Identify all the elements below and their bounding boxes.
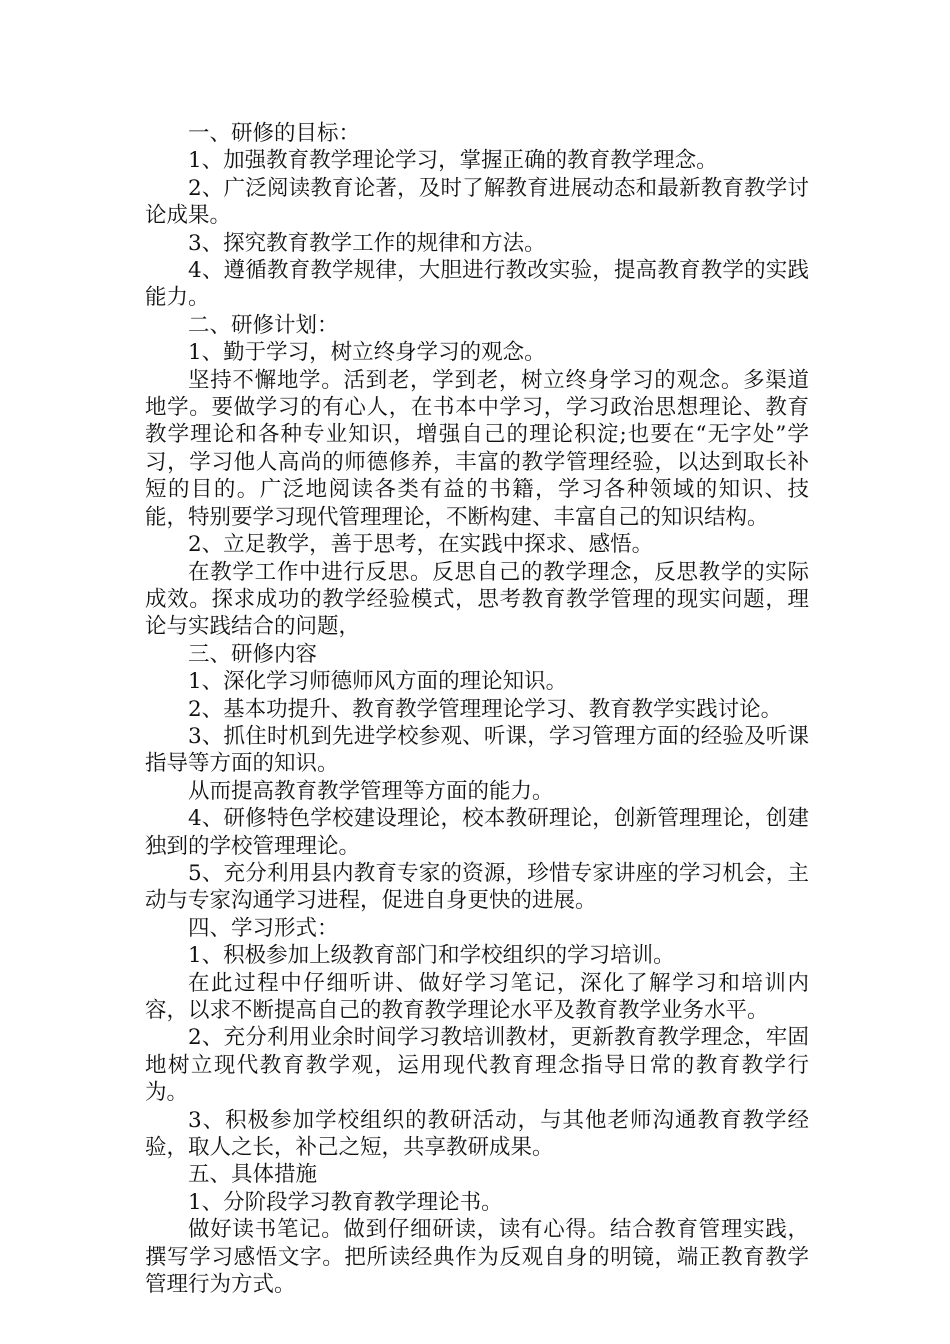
paragraph: 坚持不懈地学。活到老，学到老，树立终身学习的观念。多渠道地学。要做学习的有心人，在书本中学习，学习政治思想理论、教育教学理论和各种专业知识，增强自己的理论积淀;也要在“无字处”学习，学习他人高尚的师德修养，丰富的教学管理经验，以达到取长补短的目的。广泛地阅读各类有益的书籍，学习各种领域的知识、技能，特别要学习现代管理理论，不断构建、丰富自己的知识结构。 (145, 367, 809, 530)
paragraph: 3、探究教育教学工作的规律和方法。 (188, 230, 546, 256)
paragraph: 2、广泛阅读教育论著，及时了解教育进展动态和最新教育教学讨论成果。 (145, 175, 809, 229)
paragraph: 1、分阶段学习教育教学理论书。 (188, 1189, 503, 1215)
paragraph: 从而提高教育教学管理等方面的能力。 (188, 778, 554, 804)
paragraph: 3、积极参加学校组织的教研活动，与其他老师沟通教育教学经验，取人之长，补己之短，共享教研成果。 (145, 1107, 809, 1161)
paragraph: 1、加强教育教学理论学习，掌握正确的教育教学理念。 (188, 148, 718, 174)
paragraph: 做好读书笔记。做到仔细研读，读有心得。结合教育管理实践，撰写学习感悟文字。把所读经典作为反观自身的明镜，端正教育教学管理行为方式。 (145, 1217, 809, 1298)
paragraph: 2、立足教学，善于思考，在实践中探求、感悟。 (188, 532, 654, 558)
paragraph: 1、深化学习师德师风方面的理论知识。 (188, 669, 568, 695)
section-heading-forms: 四、学习形式： (188, 915, 339, 941)
paragraph: 在教学工作中进行反思。反思自己的教学理念，反思教学的实际成效。探求成功的教学经验模式，思考教育教学管理的现实问题，理论与实践结合的问题， (145, 559, 809, 640)
paragraph: 4、遵循教育教学规律，大胆进行教改实验，提高教育教学的实践能力。 (145, 258, 809, 311)
section-heading-plan: 二、研修计划： (188, 312, 339, 338)
section-heading-measures: 五、具体措施 (188, 1162, 318, 1188)
paragraph: 3、抓住时机到先进学校参观、听课，学习管理方面的经验及听课指导等方面的知识。 (145, 723, 809, 777)
paragraph: 1、积极参加上级教育部门和学校组织的学习培训。 (188, 943, 675, 969)
paragraph: 1、勤于学习，树立终身学习的观念。 (188, 340, 546, 366)
section-heading-goals: 一、研修的目标： (188, 121, 361, 146)
paragraph: 2、充分利用业余时间学习教培训教材，更新教育教学理念，牢固地树立现代教育教学观，运用现代教育理念指导日常的教育教学行为。 (145, 1025, 809, 1106)
paragraph: 2、基本功提升、教育教学管理理论学习、教育教学实践讨论。 (188, 696, 783, 722)
paragraph: 4、研修特色学校建设理论，校本教研理论，创新管理理论，创建独到的学校管理理论。 (145, 806, 809, 859)
section-heading-content: 三、研修内容 (188, 641, 318, 667)
document-body (145, 120, 809, 1298)
paragraph: 在此过程中仔细听讲、做好学习笔记，深化了解学习和培训内容，以求不断提高自己的教育教学理论水平及教育教学业务水平。 (145, 970, 809, 1023)
paragraph: 5、充分利用县内教育专家的资源，珍惜专家讲座的学习机会，主动与专家沟通学习进程，促进自身更快的进展。 (145, 860, 809, 914)
